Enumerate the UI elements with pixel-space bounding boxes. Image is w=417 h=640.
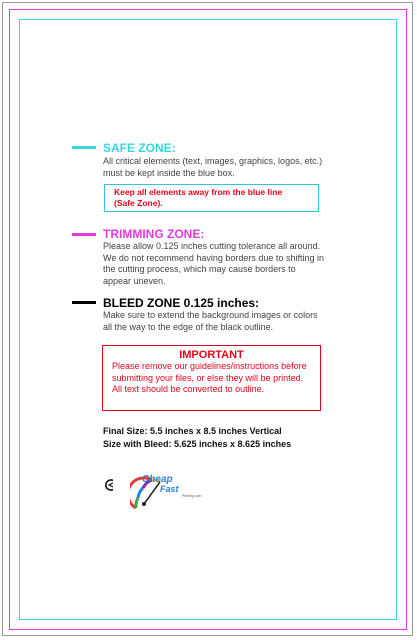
- safe-notice-line2: (Safe Zone).: [114, 198, 163, 208]
- important-title: IMPORTANT: [179, 349, 244, 361]
- logo-word-cheap: Cheap: [142, 474, 173, 485]
- trimming-zone-line4: appear uneven.: [103, 275, 166, 286]
- trimming-zone-line3: the cutting process, which may cause borders to: [103, 264, 296, 274]
- safe-notice-line1: Keep all elements away from the blue line: [114, 187, 283, 197]
- safe-zone-notice: [104, 184, 319, 212]
- safe-zone-line1: All critical elements (text, images, graphics, logos, etc.): [103, 156, 323, 166]
- bleed-zone-line2: all the way to the edge of the black outline.: [103, 321, 274, 332]
- bleed-zone-description: [103, 310, 353, 333]
- ce-mark-icon: [103, 478, 117, 492]
- size-info: [103, 425, 291, 450]
- safe-zone-description: [103, 156, 353, 179]
- trimming-zone-line1: Please allow 0.125 inches cutting tolerance all around.: [103, 241, 321, 251]
- trimming-zone-description: [103, 241, 353, 287]
- bleed-size: Size with Bleed: 5.625 inches x 8.625 inches: [103, 438, 292, 449]
- safe-zone-title: SAFE ZONE:: [103, 141, 176, 155]
- trimming-zone-title: TRIMMING ZONE:: [103, 227, 205, 241]
- important-line1: Please remove our guidelines/instructions before: [112, 361, 307, 371]
- logo-word-fast: Fast: [160, 484, 179, 494]
- final-size: Final Size: 5.5 inches x 8.5 inches Vertical: [103, 426, 282, 436]
- trimming-zone-line: [72, 233, 96, 236]
- bleed-zone-title: BLEED ZONE 0.125 inches:: [103, 296, 260, 310]
- safe-zone-line: [72, 146, 96, 149]
- important-notice: [102, 345, 321, 411]
- important-line3: All text should be converted to outline.: [112, 384, 265, 394]
- bleed-zone-line: [72, 301, 96, 304]
- bleed-zone-line1: Make sure to extend the background images or colors: [103, 310, 318, 320]
- trimming-zone-line2: We do not recommend having borders due to shifting in: [103, 252, 324, 263]
- important-line2: submitting your files, or else they will be printed.: [112, 372, 304, 383]
- logo-tagline: Printing.com: [182, 494, 202, 498]
- safe-zone-line2: must be kept inside the blue box.: [103, 167, 235, 178]
- important-description: [103, 361, 320, 396]
